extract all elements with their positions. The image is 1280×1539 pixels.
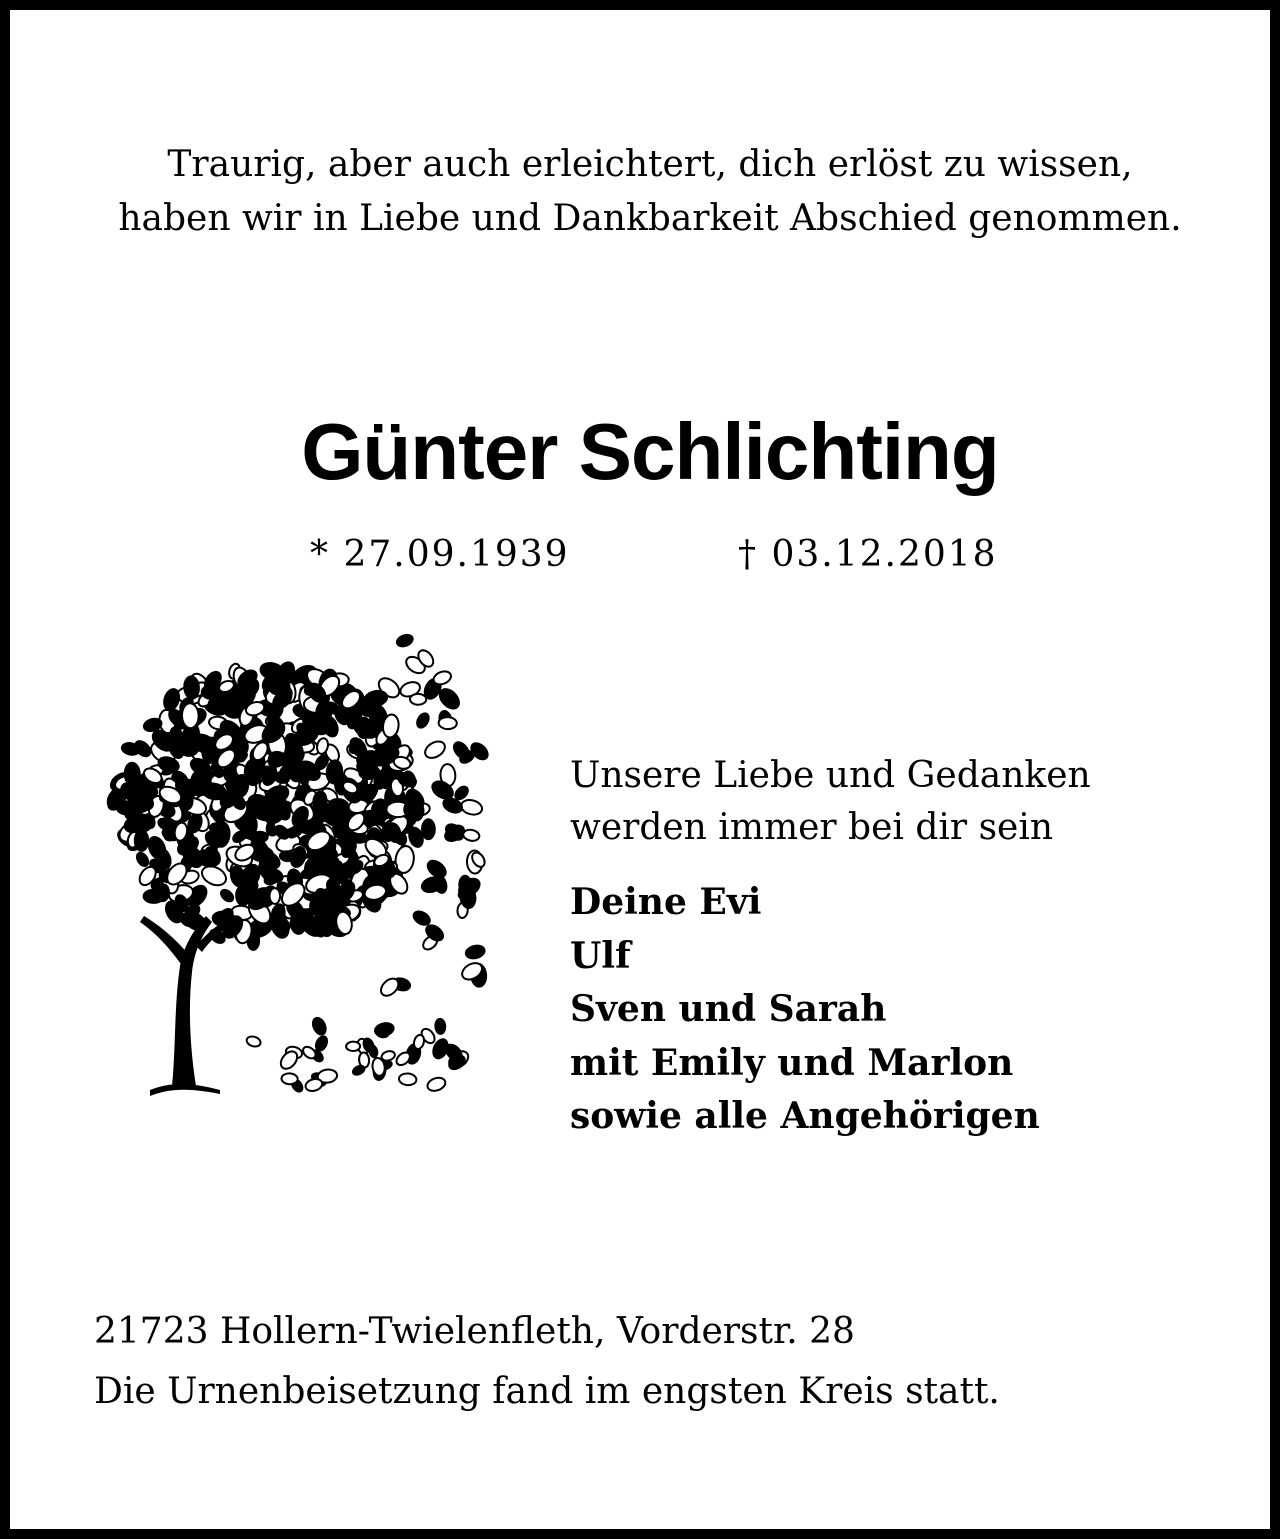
death-date: † 03.12.2018 xyxy=(738,534,998,575)
deceased-name: Günter Schlichting xyxy=(301,407,999,496)
intro-line-2: haben wir in Liebe und Dankbarkeit Abschied genommen. xyxy=(118,198,1182,239)
intro-line-1: Traurig, aber auch erleichtert, dich erlöst zu wissen, xyxy=(167,144,1133,185)
signers-list xyxy=(570,876,1040,1144)
signer-line: Deine Evi xyxy=(570,881,762,923)
birth-date: * 27.09.1939 xyxy=(310,534,570,575)
address-line: 21723 Hollern-Twielenfleth, Vorderstr. 28 xyxy=(94,1311,855,1352)
intro-text xyxy=(10,138,1280,246)
quote-line-1: Unsere Liebe und Gedanken xyxy=(570,755,1091,796)
quote-text xyxy=(570,750,1091,854)
footer-text xyxy=(94,1302,1000,1422)
burial-note: Die Urnenbeisetzung fand im engsten Kreis statt. xyxy=(94,1371,1000,1412)
signer-line: mit Emily und Marlon xyxy=(570,1041,1014,1084)
signer-line: Ulf xyxy=(570,934,631,977)
quote-line-2: werden immer bei dir sein xyxy=(570,807,1054,848)
windblown-tree-icon xyxy=(80,616,490,1106)
signer-line: Sven und Sarah xyxy=(570,988,887,1030)
signer-line: sowie alle Angehörigen xyxy=(570,1095,1040,1137)
